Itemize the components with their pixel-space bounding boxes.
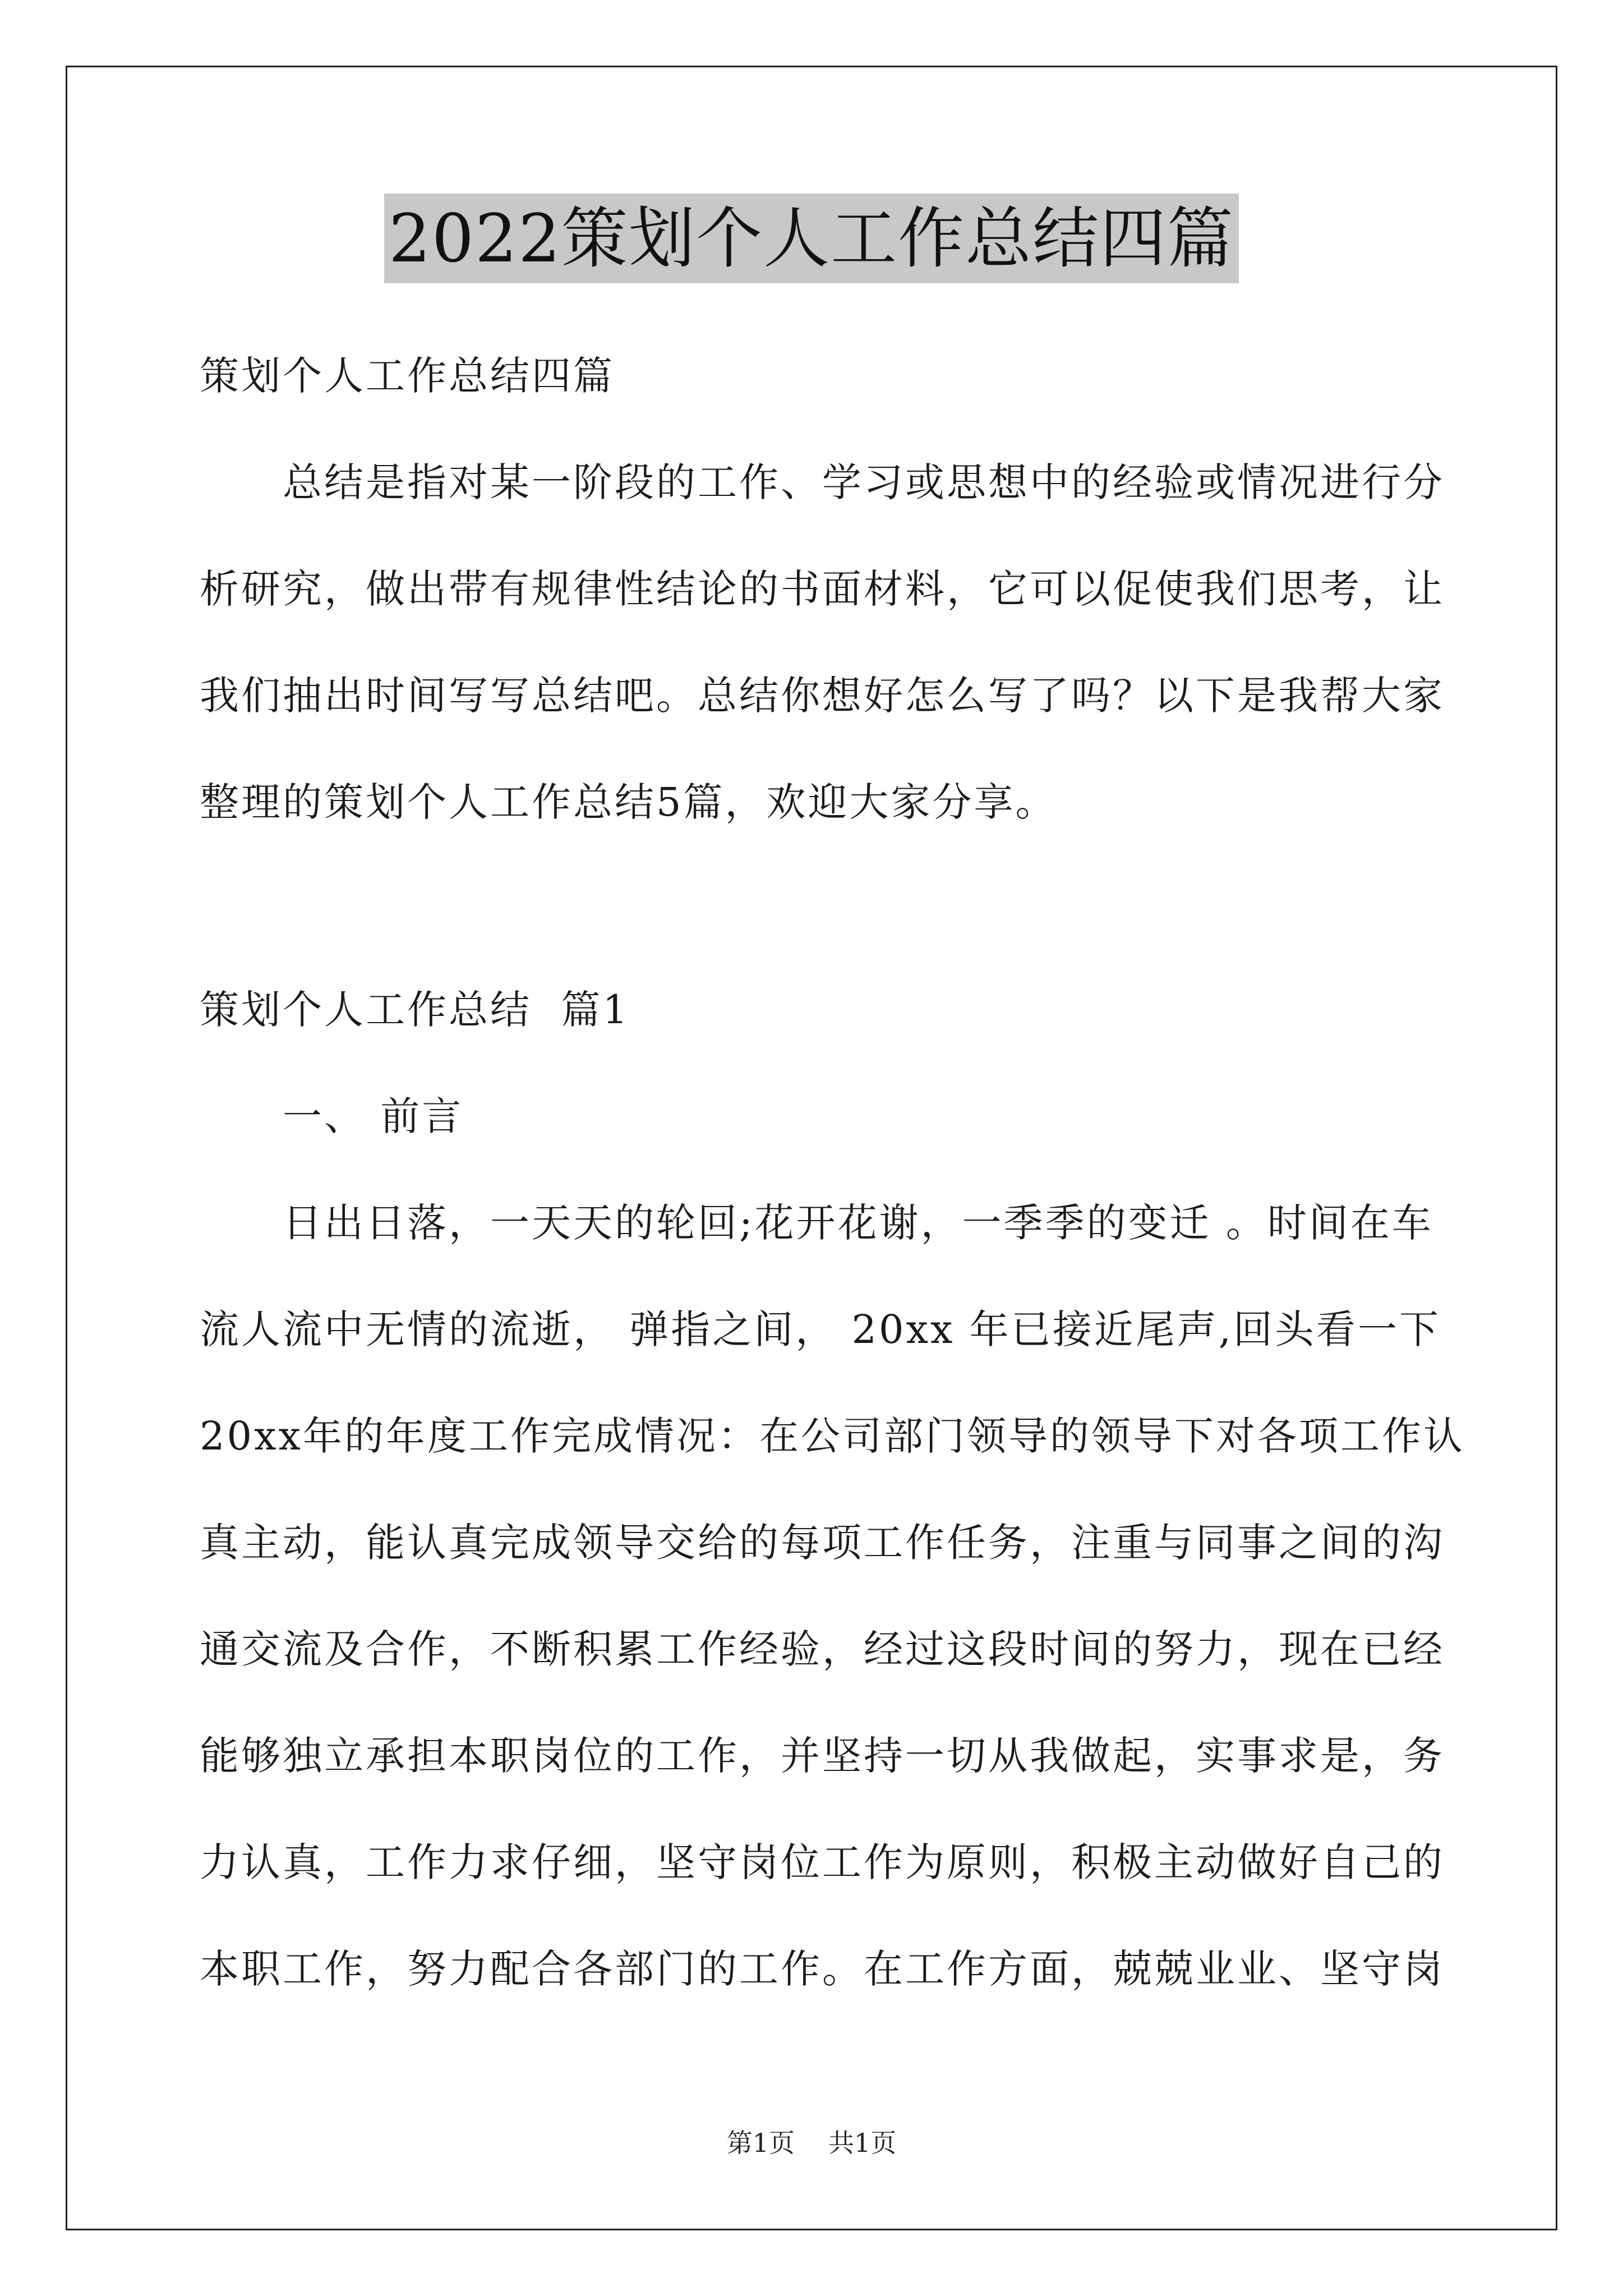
- page-footer: [0, 2126, 1623, 2160]
- intro-paragraph: [200, 454, 1445, 830]
- body-line: 通交流及合作，不断积累工作经验，经过这段时间的努力，现在已经: [200, 1626, 1445, 1672]
- body-line: 能够独立承担本职岗位的工作，并坚持一切从我做起，实事求是，务: [200, 1733, 1445, 1779]
- section-heading: 策划个人工作总结 篇1: [200, 987, 630, 1033]
- body-line: 本职工作，努力配合各部门的工作。在工作方面，兢兢业业、坚守岗: [200, 1946, 1445, 1992]
- body-line: 真主动，能认真完成领导交给的每项工作任务，注重与同事之间的沟: [200, 1520, 1445, 1566]
- intro-line: 我们抽出时间写写总结吧。总结你想好怎么写了吗？以下是我帮大家: [200, 673, 1445, 719]
- body-line: 力认真，工作力求仔细，坚守岗位工作为原则，积极主动做好自己的: [200, 1839, 1445, 1885]
- body-paragraph: [200, 1195, 1465, 1997]
- title-container: [0, 194, 1623, 283]
- intro-line: 整理的策划个人工作总结5篇，欢迎大家分享。: [200, 779, 1057, 825]
- intro-line: 总结是指对某一阶段的工作、学习或思想中的经验或情况进行分: [283, 459, 1445, 505]
- body-line: 日出日落，一天天的轮回;花开花谢，一季季的变迁 。时间在车: [283, 1200, 1433, 1246]
- document-title: 2022策划个人工作总结四篇: [384, 194, 1239, 283]
- body-line: 流人流中无情的流逝， 弹指之间， 20xx 年已接近尾声,回头看一下: [200, 1306, 1441, 1352]
- intro-line: 析研究，做出带有规律性结论的书面材料，它可以促使我们思考，让: [200, 566, 1445, 612]
- body-line: 20xx年的年度工作完成情况：在公司部门领导的领导下对各项工作认: [200, 1413, 1465, 1459]
- page-total: 共1页: [828, 2128, 897, 2158]
- document-subtitle: 策划个人工作总结四篇: [200, 353, 615, 399]
- document-body: [200, 348, 1465, 1997]
- section-subheading: 一、 前言: [283, 1093, 464, 1139]
- page-number: 第1页: [726, 2128, 795, 2158]
